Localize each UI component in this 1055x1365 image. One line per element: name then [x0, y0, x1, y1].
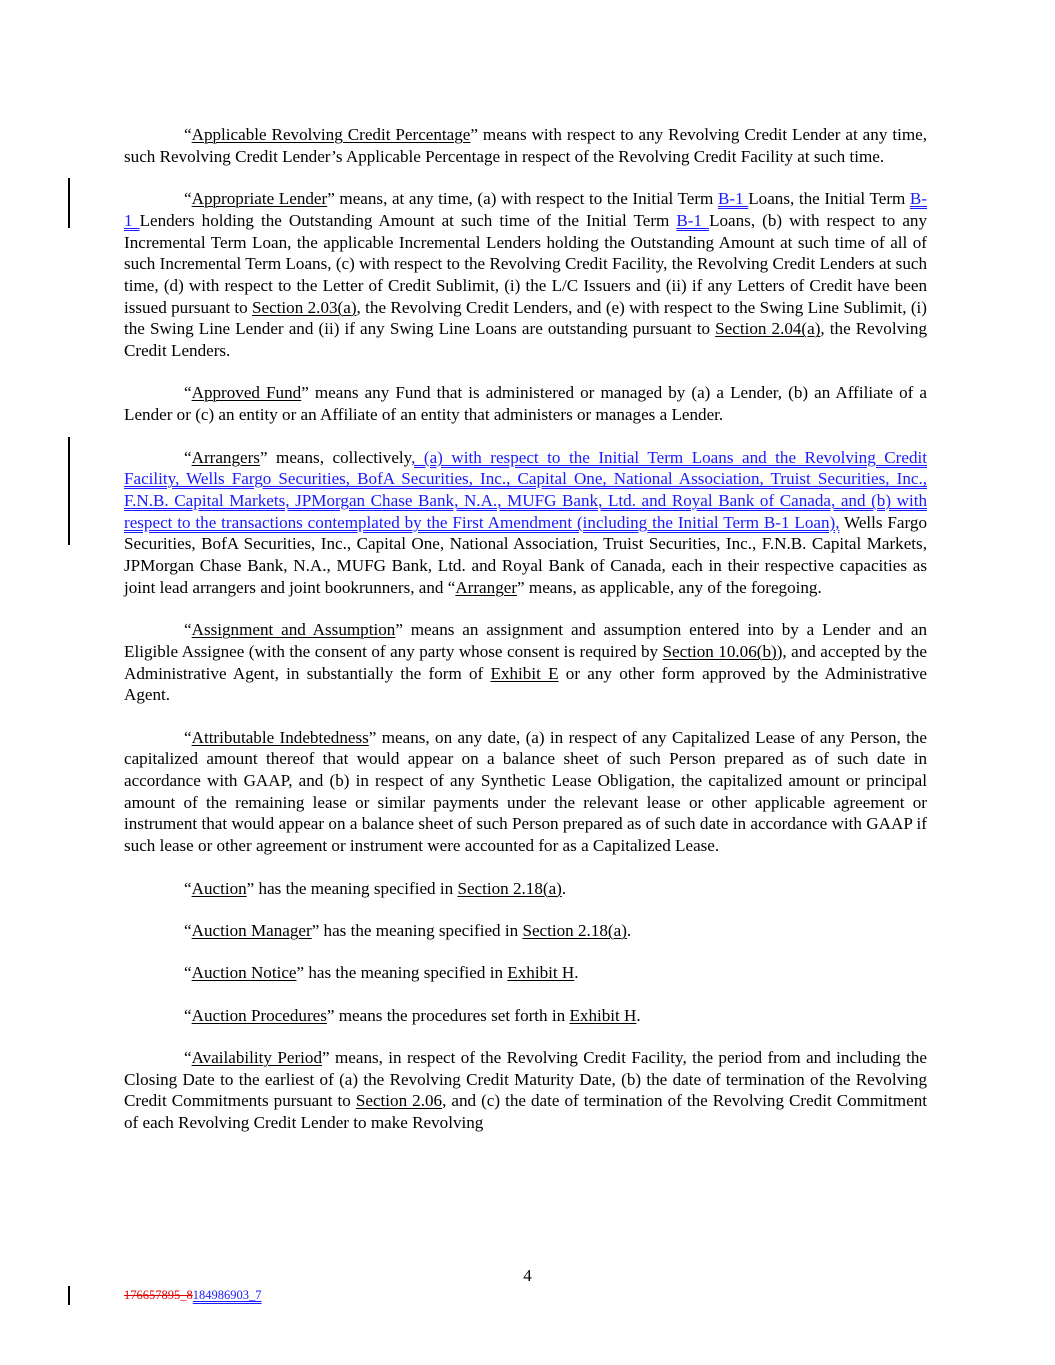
definition-text: ” means with respect to any Revolving Credit Lender at any time, such Revolving Credit Lender’s Applicable Percentage in respect of the Revolving Credit Facility at such time. — [124, 125, 927, 166]
definition-assignment-and-assumption: “Assignment and Assumption” means an assignment and assumption entered into by a Lender and an Eligible Assignee (with the consent of any party whose consent is required by Section 10.06(b)), and accepted by the Administrative Agent, in substantially the form of Exhibit E or any other form approved by the Administrative Agent. — [124, 620, 928, 705]
definition-text: , the Revolving Credit Lenders, and (e) with respect to the Swing Line Sublimit, (i) the Swing Line Lender and (ii) if any Swing Line Loans are outstanding pursuant to — [124, 297, 927, 339]
deleted-text: 176657895_8 — [124, 1288, 193, 1302]
exhibit-reference[interactable]: Exhibit E — [490, 663, 559, 683]
definition-text: ” has the meaning specified in — [296, 963, 508, 983]
definition-auction-procedures: “Auction Procedures” means the procedures set forth in Exhibit H. — [184, 1005, 641, 1025]
definition-text: Wells Fargo Securities, BofA Securities, Inc., Capital One, National Association, Truist Securities, Inc., F.N.B. Capital Markets, JPMorgan Chase Bank, N.A., MUFG Bank, Ltd. and Royal Bank of Canada, each in their respective capacities as joint lead arrangers and joint bookrunners, and “ — [124, 512, 927, 597]
defined-term: Arranger — [455, 577, 518, 597]
definition-text: . — [636, 1005, 641, 1025]
definition-approved-fund: “Approved Fund” means any Fund that is administered or managed by (a) a Lender, (b) an Affiliate of a Lender or (c) an entity or an Affiliate of an entity that administers or manages a Lender. — [124, 383, 927, 425]
defined-term: Attributable Indebtedness — [191, 727, 369, 747]
definition-availability-period: “Availability Period” means, in respect of the Revolving Credit Facility, the period from and including the Closing Date to the earliest of (a) the Revolving Credit Maturity Date, (b) the date of termination of the Revolving Credit Commitments pursuant to Section 2.06, and (c) the date of termination of the Revolving Credit Commitment of each Revolving Credit Lender to make Revolving — [124, 1048, 927, 1133]
definition-text: ” means, on any date, (a) in respect of any Capitalized Lease of any Person, the capitalized amount thereof that would appear on a balance sheet of such Person prepared as of such date in accordance with GAAP, and (b) in respect of any Synthetic Lease Obligation, the capitalized amount or principal amount of the remaining lease or similar payments under the relevant lease or other applicable agreement or instrument that would appear on a balance sheet of such Person prepared as of such date in accordance with GAAP if such lease or other agreement or instrument were accounted for as a Capitalized Lease. — [124, 727, 927, 856]
definition-text: , the Revolving Credit Lenders. — [124, 319, 927, 361]
definition-auction-manager: “Auction Manager” has the meaning specified in Section 2.18(a). — [184, 920, 632, 940]
inserted-text: 184986903_7 — [192, 1288, 262, 1302]
defined-term: Arrangers — [191, 447, 260, 467]
definition-attributable-indebtedness: “Attributable Indebtedness” means, on any date, (a) in respect of any Capitalized Lease of any Person, the capitalized amount thereof that would appear on a balance sheet of such Person prepared as of such date in accordance with GAAP, and (b) in respect of any Synthetic Lease Obligation, the capitalized amount or principal amount of the remaining lease or similar payments under the relevant lease or other applicable agreement or instrument that would appear on a balance sheet of such Person prepared as of such date in accordance with GAAP if such lease or other agreement or instrument were accounted for as a Capitalized Lease. — [124, 727, 927, 856]
defined-term: Auction Procedures — [191, 1005, 327, 1025]
definition-arrangers: “Arrangers” means, collectively, (a) with respect to the Initial Term Loans and the Revolving Credit Facility, Wells Fargo Securities, BofA Securities, Inc., Capital One, National Association, Truist Securities, Inc., F.N.B. Capital Markets, JPMorgan Chase Bank, N.A., MUFG Bank, Ltd. and Royal Bank of Canada, and (b) with respect to the transactions contemplated by the First Amendment (including the Initial Term B-1 Loan), Wells Fargo Securities, BofA Securities, Inc., Capital One, National Association, Truist Securities, Inc., F.N.B. Capital Markets, JPMorgan Chase Bank, N.A., MUFG Bank, Ltd. and Royal Bank of Canada, each in their respective capacities as joint lead arrangers and joint bookrunners, and “Arranger” means, as applicable, any of the foregoing. — [124, 447, 927, 599]
inserted-text: , (a) with respect to the Initial Term Loans and the Revolving Credit Facility, Wells Fargo Securities, BofA Securities, Inc., Capital One, National Association, Truist Securities, Inc., F.N.B. Capital Markets, JPMorgan Chase Bank, N.A., MUFG Bank, Ltd. and Royal Bank of Canada, and (b) with respect to the transactions contemplated by the First Amendment (including the Initial Term B-1 Loan), — [124, 447, 928, 532]
definition-text: ” has the meaning specified in — [311, 920, 523, 940]
defined-term: Auction Notice — [191, 963, 297, 983]
definition-auction-notice: “Auction Notice” has the meaning specified in Exhibit H. — [184, 963, 579, 983]
definition-appropriate-lender: “Appropriate Lender” means, at any time, (a) with respect to the Initial Term B-1 Loans, the Initial Term B-1 Lenders holding the Outstanding Amount at such time of the Initial Term B-1 Loans, (b) with respect to any Incremental Term Loan, the applicable Incremental Lenders holding the Outstanding Amount at such time of all of such Incremental Term Loans, (c) with respect to the Revolving Credit Facility, the Revolving Credit Lenders at such time, (d) with respect to the Letter of Credit Sublimit, (i) the L/C Issuers and (ii) if any Letters of Credit have been issued pursuant to Section 2.03(a), the Revolving Credit Lenders, and (e) with respect to the Swing Line Sublimit, (i) the Swing Line Lender and (ii) if any Swing Line Loans are outstanding pursuant to Section 2.04(a), the Revolving Credit Lenders. — [124, 188, 927, 362]
defined-term: Assignment and Assumption — [191, 620, 396, 640]
definition-text: ” means an assignment and assumption entered into by a Lender and an Eligible Assignee (with the consent of any party whose consent is required by — [124, 620, 927, 661]
definition-text: ” means, at any time, (a) with respect to the Initial Term — [327, 189, 718, 209]
definition-applicable-revolving-credit-percentage: “Applicable Revolving Credit Percentage” means with respect to any Revolving Credit Lender at any time, such Revolving Credit Lender’s Applicable Percentage in respect of the Revolving Credit Facility at such time. — [124, 125, 927, 166]
defined-term: Applicable Revolving Credit Percentage — [191, 125, 471, 144]
exhibit-reference[interactable]: Exhibit H — [569, 1005, 637, 1025]
inserted-text: B-1 — [676, 210, 710, 230]
definition-text: . — [626, 920, 632, 940]
definition-text: ” has the meaning specified in — [246, 878, 458, 898]
section-reference[interactable]: Section 2.06 — [355, 1091, 443, 1111]
definition-text: ), and accepted by the Administrative Agent, in substantially the form of — [124, 641, 927, 683]
page-number: 4 — [523, 1266, 532, 1285]
definition-text: Lenders holding the Outstanding Amount at such time of the Initial Term — [139, 210, 677, 230]
definition-text: ” means, collectively — [259, 447, 412, 467]
defined-term: Availability Period — [191, 1048, 322, 1068]
defined-term: Auction Manager — [191, 920, 312, 940]
inserted-text: B-1 — [717, 189, 749, 209]
change-bar — [68, 437, 70, 545]
defined-term: Appropriate Lender — [191, 189, 328, 209]
change-bar — [68, 178, 70, 228]
definition-text: ” means the procedures set forth in — [326, 1005, 570, 1025]
document-body — [124, 124, 927, 1155]
definition-text: ” means, as applicable, any of the foregoing. — [517, 577, 822, 597]
definition-text: ” means any Fund that is administered or managed by (a) a Lender, (b) an Affiliate of a Lender or (c) an entity or an Affiliate of an entity that administers or manages a Lender. — [124, 383, 927, 425]
definition-auction: “Auction” has the meaning specified in Section 2.18(a). — [184, 878, 567, 898]
definition-text: . — [561, 878, 567, 898]
section-reference[interactable]: Section 10.06(b) — [662, 641, 777, 661]
section-reference[interactable]: Section 2.04(a) — [715, 319, 821, 339]
defined-term: Approved Fund — [191, 383, 302, 403]
section-reference[interactable]: Section 2.18(a) — [457, 878, 562, 898]
definition-text: Loans, the Initial Term — [748, 189, 910, 209]
definition-text: or any other form approved by the Administrative Agent. — [124, 663, 928, 705]
document-id-footer — [124, 1288, 262, 1303]
exhibit-reference[interactable]: Exhibit H — [507, 963, 575, 983]
change-bar — [68, 1286, 70, 1305]
definition-text: . — [574, 963, 579, 983]
section-reference[interactable]: Section 2.03(a) — [252, 297, 357, 317]
definition-text: ” means, in respect of the Revolving Credit Facility, the period from and including the Closing Date to the earliest of (a) the Revolving Credit Maturity Date, (b) the date of termination of the Revolving Credit Commitments pursuant to — [124, 1048, 927, 1111]
definition-text: , and (c) the date of termination of the Revolving Credit Commitment of each Revolving Credit Lender to make Revolving — [124, 1091, 927, 1133]
section-reference[interactable]: Section 2.18(a) — [522, 920, 627, 940]
definition-text: Loans, (b) with respect to any Incremental Term Loan, the applicable Incremental Lenders holding the Outstanding Amount at such time of all of such Incremental Term Loans, (c) with respect to the Revolving Credit Facility, the Revolving Credit Lenders at such time, (d) with respect to the Letter of Credit Sublimit, (i) the L/C Issuers and (ii) if any Letters of Credit have been issued pursuant to — [124, 210, 927, 317]
defined-term: Auction — [191, 878, 247, 898]
inserted-text: B-1 — [124, 189, 928, 230]
